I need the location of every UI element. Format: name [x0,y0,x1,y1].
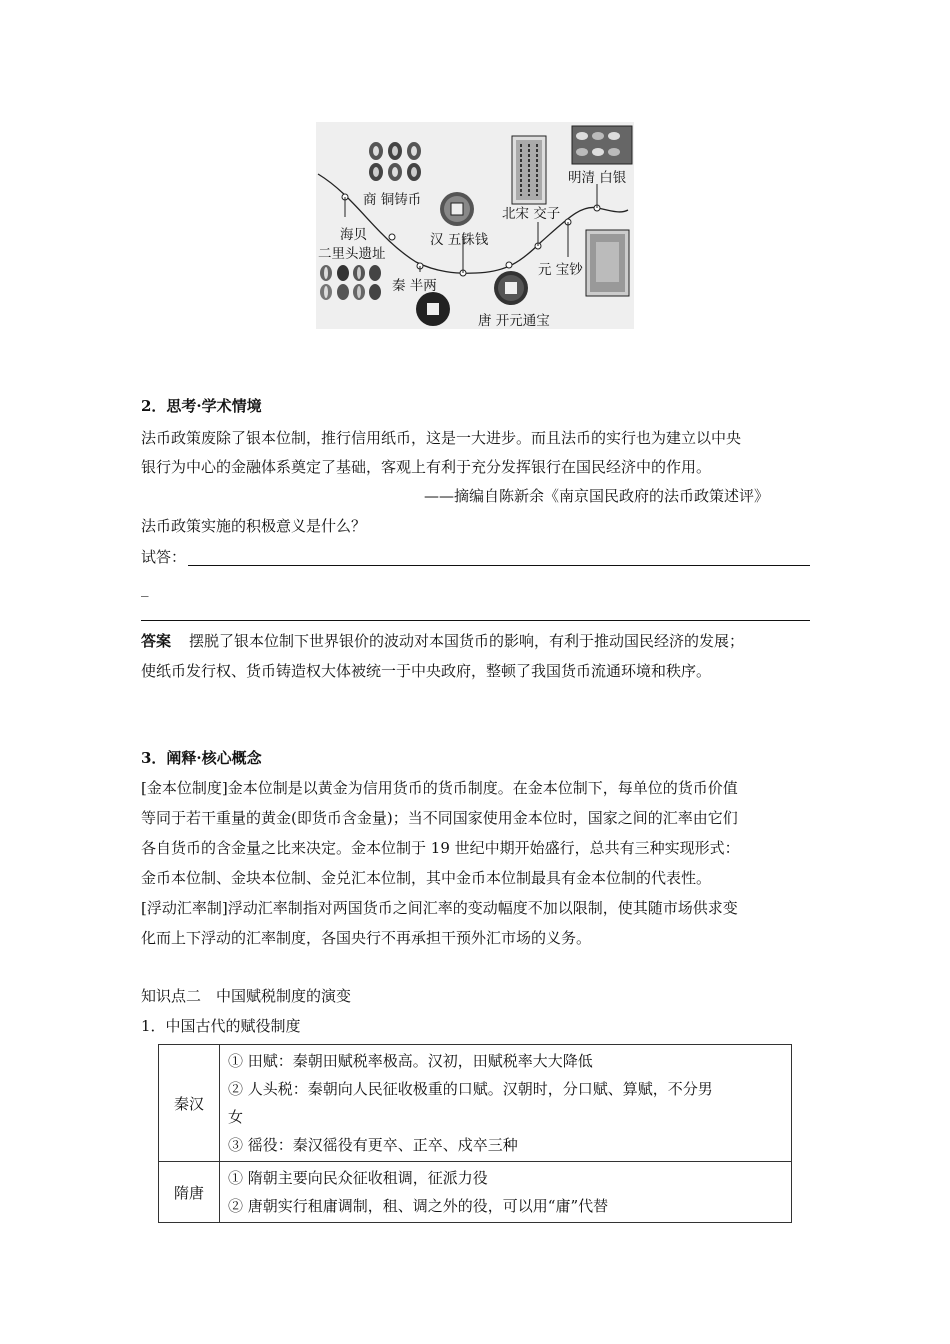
section3-line: [金本位制度]金本位制是以黄金为信用货币的货币制度。在金本位制下，每单位的货币价值 [141,779,738,797]
qin-coin-image [416,292,450,326]
section3-heading: 3．阐释·核心概念 [141,749,262,767]
section3-line: 化而上下浮动的汇率制度，各国央行不再承担干预外汇市场的义务。 [141,929,592,947]
section3-line: [浮动汇率制]浮动汇率制指对两国货币之间汇率的变动幅度不加以限制，使其随市场供求变 [141,899,738,917]
table-row [159,1162,792,1223]
label-beisong: 北宋 交子 [502,206,561,222]
node-shang [389,234,395,240]
currency-timeline-figure [316,122,634,329]
shang-coins-image [369,142,421,181]
section3-line: 等同于若干重量的黄金(即货币含金量)；当不同国家使用金本位时，国家之间的汇率由它们 [141,809,738,827]
section2-source: ——摘编自陈新余《南京国民政府的法币政策述评》 [424,487,770,505]
items-cell [220,1162,792,1223]
knowledge-subtitle: 1．中国古代的赋役制度 [141,1017,301,1035]
han-coin-image [440,192,474,226]
answer-text-1: 摆脱了银本位制下世界银价的波动对本国货币的影响，有利于推动国民经济的发展； [189,632,745,650]
table-item: ③ 徭役：秦汉徭役有更卒、正卒、戍卒三种 [228,1136,518,1154]
items-cell [220,1045,792,1162]
baochao-note-image [586,230,629,296]
knowledge-title: 知识点二 中国赋税制度的演变 [141,987,352,1005]
label-tang: 唐 开元通宝 [478,313,550,329]
table-item: ① 隋朝主要向民众征收租调，征派力役 [228,1169,488,1187]
table-item: ② 唐朝实行租庸调制，租、调之外的役，可以用“庸”代替 [228,1197,609,1215]
label-han: 汉 五铢钱 [430,232,489,248]
table-item: ② 人头税：秦朝向人民征收极重的口赋。汉朝时，分口赋、算赋，不分男 [228,1080,713,1098]
section2-para-line1: 法币政策废除了银本位制，推行信用纸币，这是一大进步。而且法币的实行也为建立以中央 [141,429,742,447]
era-cell: 隋唐 [159,1162,220,1223]
answer-dash: _ [141,579,149,597]
answer-line1 [141,631,744,651]
section3-line: 金币本位制、金块本位制、金兑汇本位制，其中金币本位制最具有金本位制的代表性。 [141,869,712,887]
tang-coin-image [494,271,528,305]
label-mingqing: 明清 白银 [568,170,627,186]
node-tang [506,262,512,268]
table-row [159,1045,792,1162]
section2-para-line2: 银行为中心的金融体系奠定了基础，客观上有利于充分发挥银行在国民经济中的作用。 [141,458,712,476]
section2-question: 法币政策实施的积极意义是什么？ [141,517,367,535]
answer-label: 答案 [141,632,172,650]
label-yuan: 元 宝钞 [538,262,583,278]
answer-input-line-1[interactable] [188,565,810,566]
jiaozi-note-image [512,136,546,204]
silver-image [572,126,632,164]
label-shang: 商 铜铸币 [363,192,422,208]
answer-input-line-2[interactable] [141,620,810,621]
table-item: ① 田赋：秦朝田赋税率极高。汉初，田赋税率大大降低 [228,1052,593,1070]
era-cell: 秦汉 [159,1045,220,1162]
section2-heading: 2．思考·学术情境 [141,397,262,415]
table-item: 女 [228,1108,244,1126]
try-answer-label: 试答： [141,548,187,566]
tax-system-table [158,1044,792,1223]
label-qin: 秦 半两 [392,278,437,294]
section3-line: 各自货币的含金量之比来决定。金本位制于 19 世纪中期开始盛行，总共有三种实现形式： [141,839,740,857]
label-haibei: 海贝 [340,227,367,243]
label-erlitou: 二里头遗址 [318,246,386,262]
shells-image [320,265,381,300]
answer-line2: 使纸币发行权、货币铸造权大体被统一于中央政府，整顿了我国货币流通环境和秩序。 [141,662,712,680]
